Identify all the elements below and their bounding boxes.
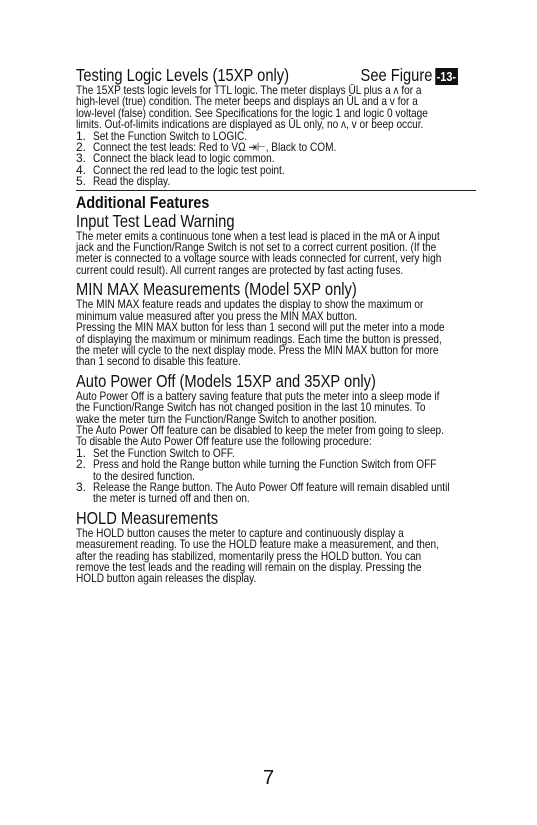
page-number: 7: [262, 767, 275, 789]
input-warning-line-4: current could result). All current ranges are protected by fast acting fuses.: [76, 262, 404, 277]
logic-line-1: The 15XP tests logic levels for TTL logic. The meter displays ŪL plus a ʌ for a: [76, 83, 422, 97]
hold-line-2: measurement reading. To use the HOLD feature make a measurement, and then,: [76, 537, 439, 552]
section-divider: [76, 190, 476, 191]
input-warning-heading: Input Test Lead Warning: [76, 210, 235, 231]
logic-paragraph: [76, 85, 476, 131]
autopower-line-1: Auto Power Off is a battery saving feature that puts the meter into a sleep mode if: [76, 388, 440, 403]
autopower-paragraph-1: [76, 388, 476, 426]
autopower-paragraph-2: [76, 422, 476, 449]
list-item: 3. Connect the black lead to logic common.: [76, 151, 275, 166]
additional-features-heading: Additional Features: [76, 192, 210, 212]
list-item: 1. Set the Function Switch to LOGIC.: [76, 128, 248, 143]
minmax-line-5: the meter will cycle to the next display mode. Press the MIN MAX button for more: [76, 342, 439, 357]
minmax-line-3: Pressing the MIN MAX button for less than 1 second will put the meter into a mode: [76, 320, 445, 335]
hold-heading: HOLD Measurements: [76, 507, 219, 528]
autopower-line-5: To disable the Auto Power Off feature use the following procedure:: [76, 434, 372, 449]
logic-line-2: high-level (true) condition. The meter beeps and displays an ŪL and a v for a: [76, 94, 418, 109]
hold-line-4: remove the test leads and the reading will remain on the display. Pressing the: [76, 560, 422, 574]
list-item: 2. Press and hold the Range button while turning the Function Switch from OFF to the desired function.: [76, 457, 437, 483]
logic-heading: Testing Logic Levels (15XP only): [76, 65, 290, 85]
minmax-heading: MIN MAX Measurements (Model 5XP only): [76, 279, 357, 300]
autopower-steps-list: [76, 445, 476, 506]
minmax-paragraph-2: [76, 322, 476, 368]
logic-line-4: limits. Out-of-limits indications are displayed as ŪL only, no ʌ, v or beep occur.: [76, 117, 424, 132]
input-warning-paragraph: [76, 228, 476, 277]
see-figure-label: See Figure: [360, 65, 433, 85]
list-item: 5. Read the display.: [76, 174, 171, 189]
hold-line-5: HOLD button again releases the display.: [76, 571, 257, 586]
hold-line-3: after the reading has stabilized, momentarily press the HOLD button. You can: [76, 548, 422, 563]
minmax-line-6: than 1 second to disable this feature.: [76, 354, 241, 369]
list-item: 3. Release the Range button. The Auto Power Off feature will remain disabled until the meter is turned off and then on.: [76, 479, 450, 506]
figure-number-badge: -13-: [436, 69, 457, 84]
input-warning-line-1: The meter emits a continuous tone when a test lead is placed in the mA or A input: [76, 228, 440, 243]
page-content: [76, 66, 476, 585]
autopower-line-4: The Auto Power Off feature can be disabled to keep the meter from going to sleep.: [76, 422, 444, 437]
logic-steps-list: [76, 128, 476, 189]
list-item: 1. Set the Function Switch to OFF.: [76, 445, 235, 460]
minmax-line-1: The MIN MAX feature reads and updates the display to show the maximum or: [76, 297, 424, 312]
hold-paragraph: [76, 525, 476, 586]
autopower-line-3: wake the meter turn the Function/Range Switch to another position.: [76, 411, 377, 426]
input-warning-line-3: meter is connected to a voltage source with leads connected for current, very high: [76, 251, 442, 266]
minmax-line-2: minimum value measured after you press the MIN MAX button.: [76, 308, 358, 323]
minmax-line-4: of displaying the maximum or minimum readings. Each time the button is pressed,: [76, 331, 442, 346]
hold-line-1: The HOLD button causes the meter to capture and continuously display a: [76, 525, 404, 540]
logic-line-3: low-level (false) condition. See Specifications for the logic 1 and logic 0 voltage: [76, 105, 428, 120]
list-item: 4. Connect the red lead to the logic test point.: [76, 162, 285, 177]
list-item: 2. Connect the test leads: Red to VΩ ⇥⊢, Black to COM.: [76, 140, 337, 155]
autopower-heading: Auto Power Off (Models 15XP and 35XP only): [76, 370, 376, 391]
minmax-paragraph-1: [76, 299, 476, 322]
autopower-line-2: the Function/Range Switch has not changed position in the last 10 minutes. To: [76, 400, 426, 415]
input-warning-line-2: jack and the Function/Range Switch is not set to a correct current position. (If the: [76, 240, 437, 255]
